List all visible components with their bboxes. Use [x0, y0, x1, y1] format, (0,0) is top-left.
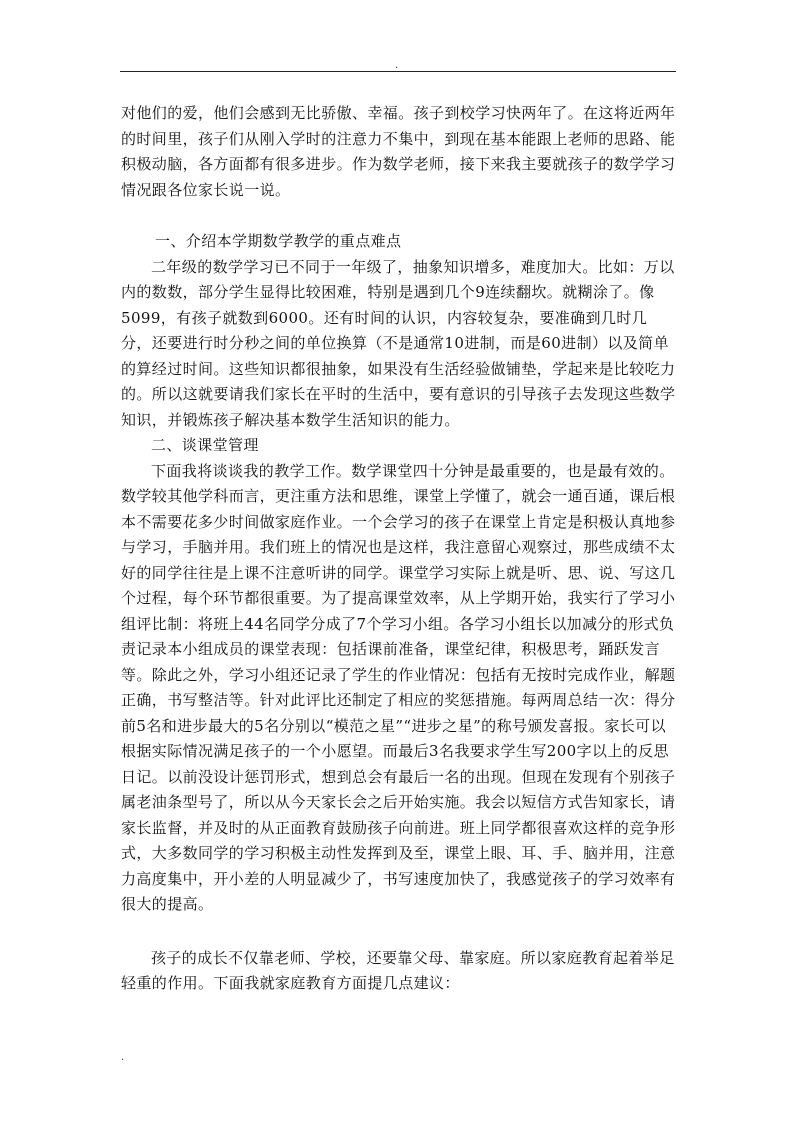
footer-mark: .: [121, 1052, 125, 1063]
closing-paragraph: 孩子的成长不仅靠老师、学校，还要靠父母、靠家庭。所以家庭教育起着举足轻重的作用。下面我就家庭教育方面提几点建议：: [121, 948, 675, 992]
paragraph-gap: [121, 918, 677, 946]
intro-paragraph: 对他们的爱，他们会感到无比骄傲、幸福。孩子到校学习快两年了。在这将近两年的时间里，孩子们从刚入学时的注意力不集中，到现在基本能跟上老师的思路、能积极动脑，各方面都有很多进步。作为数学老师，接下来我主要就孩子的数学学习情况跟各位家长说一说。: [121, 104, 676, 199]
section-1-paragraph: 二年级的数学学习已不同于一年级了，抽象知识增多，难度加大。比如：万以内的数数，部分学生显得比较困难，特别是遇到几个9连续翻坎。就糊涂了。像5099，有孩子就数到6000。还有时间的认识，内容较复杂，要准确到几时几分，还要进行时分秒之间的单位换算（不是通常10进制，而是60进制）以及简单的算经过时间。这些知识都很抽象，如果没有生活经验做铺垫，学起来是比较吃力的。所以这就要请我们家长在平时的生活中，要有意识的引导孩子去发现这些数学知识，并锻炼孩子解决基本数学生活知识的能力。: [121, 257, 676, 429]
section-2-heading: 二、谈课堂管理: [151, 436, 259, 454]
section-2-paragraph: 下面我将谈谈我的教学工作。数学课堂四十分钟是最重要的，也是最有效的。数学较其他学科而言，更注重方法和思维，课堂上学懂了，就会一通百通，课后根本不需要花多少时间做家庭作业。一个会学习的孩子在课堂上肯定是积极认真地参与学习，手脑并用。我们班上的情况也是这样，我注意留心观察过，那些成绩不太好的同学往往是上课不注意听讲的同学。课堂学习实际上就是听、思、说、写这几个过程，每个环节都很重要。为了提高课堂效率，从上学期开始，我实行了学习小组评比制：将班上44名同学分成了7个学习小组。各学习小组长以加减分的形式负责记录本小组成员的课堂表现：包括课前准备，课堂纪律，积极思考，踊跃发言等。除此之外，学习小组还记录了学生的作业情况：包括有无按时完成作业，解题正确，书写整洁等。针对此评比还制定了相应的奖惩措施。每两周总结一次：得分前5名和进步最大的5名分别以“模范之星”“进步之星”的称号颁发喜报。家长可以根据实际情况满足孩子的一个小愿望。而最后3名我要求学生写200字以上的反思日记。以前没设计惩罚形式，想到总会有最后一名的出现。但现在发现有个别孩子属老油条型号了，所以从今天家长会之后开始实施。我会以短信方式告知家长，请家长监督，并及时的从正面教育鼓励孩子向前进。班上同学都很喜欢这样的竞争形式，大多数同学的学习积极主动性发挥到及至，课堂上眼、耳、手、脑并用，注意力高度集中，开小差的人明显减少了，书写速度加快了，我感觉孩子的学习效率有很大的提高。: [121, 461, 676, 913]
document-body: [121, 101, 677, 997]
header-rule: [120, 71, 676, 72]
header-mark: .: [395, 60, 399, 71]
section-1-heading: 一、介绍本学期数学教学的重点难点: [155, 232, 402, 250]
